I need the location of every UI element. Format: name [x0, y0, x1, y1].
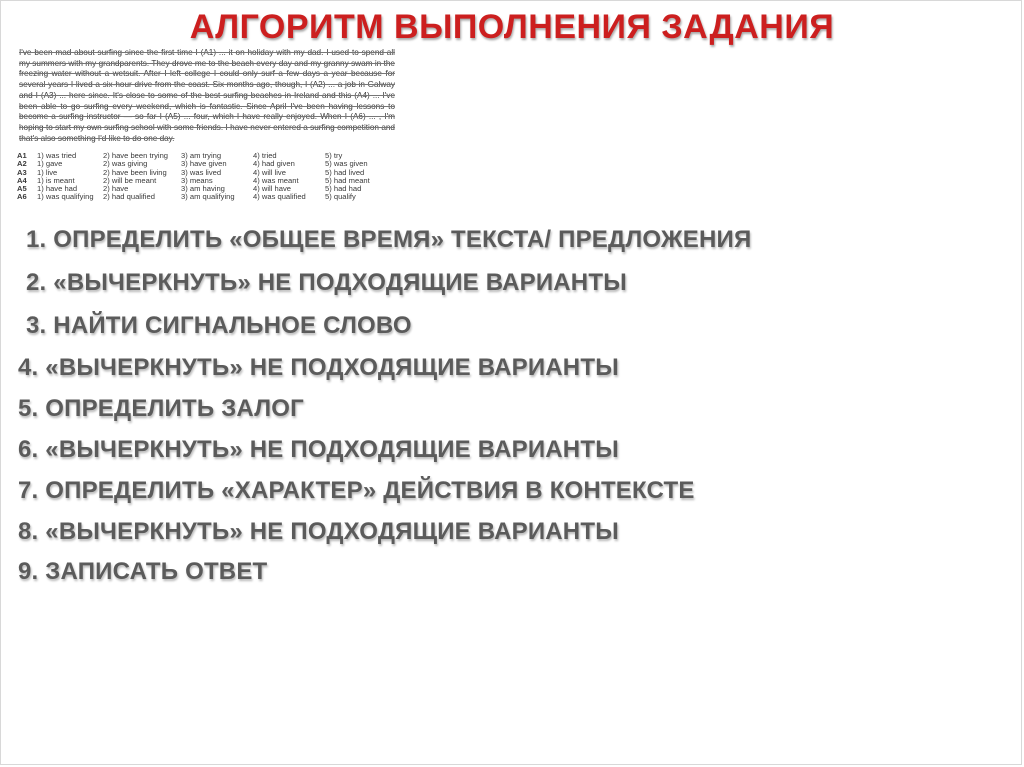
question-label: A4 — [17, 175, 27, 185]
answer-option: 5) had lived — [325, 167, 365, 177]
answer-option: 4) will live — [253, 167, 286, 177]
step-item: 1. ОПРЕДЕЛИТЬ «ОБЩЕЕ ВРЕМЯ» ТЕКСТА/ ПРЕДЛОЖЕНИЯ — [26, 226, 752, 253]
step-item: 7. ОПРЕДЕЛИТЬ «ХАРАКТЕР» ДЕЙСТВИЯ В КОНТЕКСТЕ — [18, 477, 695, 504]
answer-option: 4) had given — [253, 159, 295, 169]
answer-option: 4) was meant — [253, 175, 299, 185]
answer-option: 3) have given — [181, 159, 227, 169]
question-label: A3 — [17, 167, 27, 177]
step-item: 6. «ВЫЧЕРКНУТЬ» НЕ ПОДХОДЯЩИЕ ВАРИАНТЫ — [18, 436, 619, 463]
answer-option: 1) is meant — [37, 175, 75, 185]
step-item: 4. «ВЫЧЕРКНУТЬ» НЕ ПОДХОДЯЩИЕ ВАРИАНТЫ — [18, 354, 619, 381]
answer-option: 1) was tried — [37, 151, 77, 160]
answer-option: 3) means — [181, 175, 213, 185]
question-label: A6 — [17, 192, 27, 202]
answer-option: 5) had had — [325, 184, 362, 194]
answer-option: 3) am having — [181, 184, 225, 194]
answer-option: 2) have been trying — [103, 151, 169, 160]
answer-option: 3) am qualifying — [181, 192, 235, 202]
answer-option: 3) am trying — [181, 151, 222, 160]
answer-option: 1) was qualifying — [37, 192, 94, 202]
answer-option: 5) try — [325, 151, 343, 160]
slide-title: АЛГОРИТМ ВЫПОЛНЕНИЯ ЗАДАНИЯ — [189, 8, 835, 46]
answer-option: 1) live — [37, 167, 58, 177]
answer-option: 2) have been living — [103, 167, 167, 177]
answer-option: 2) was giving — [103, 159, 148, 169]
answer-option: 2) will be meant — [103, 175, 157, 185]
task-passage: I've been mad about surfing since the first time I (A1) ... it on holiday with my dad. I used to spend all my summers with my grandparents. They drove me to the beach every day and my granny swam in the freezing water without a wetsuit. After I left college I could only surf a few days a year because for several years I lived a six-hour drive from the coast. Six months ago, though, I (A2) ... a job in Galway and I (A3) ... here since. It's close to some of the best surfing beaches in Ireland and this (A4) ... I've been able to go surfing every weekend, which is fantastic. Since April I've been having lessons to become a surfing instructor — so far I (A5) ... four, which I have really enjoyed. When I (A6) ... , I'm hoping to start my own surfing school with some friends. I have never entered a surfing competition and that's also something I'd like to do one day. — [19, 48, 395, 143]
answer-option: 1) gave — [37, 159, 63, 169]
answer-option: 5) had meant — [325, 175, 370, 185]
step-item: 3. НАЙТИ СИГНАЛЬНОЕ СЛОВО — [26, 312, 412, 339]
step-item: 2. «ВЫЧЕРКНУТЬ» НЕ ПОДХОДЯЩИЕ ВАРИАНТЫ — [26, 269, 627, 296]
answer-option: 5) was given — [325, 159, 368, 169]
step-item: 5. ОПРЕДЕЛИТЬ ЗАЛОГ — [18, 395, 304, 422]
question-label: A2 — [17, 159, 27, 169]
answer-option: 2) had qualified — [103, 192, 155, 202]
answer-option: 2) have — [103, 184, 129, 194]
answer-option: 4) will have — [253, 184, 291, 194]
step-item: 8. «ВЫЧЕРКНУТЬ» НЕ ПОДХОДЯЩИЕ ВАРИАНТЫ — [18, 518, 619, 545]
question-label: A5 — [17, 184, 27, 194]
answer-option: 4) tried — [253, 151, 277, 160]
answer-option: 5) qualify — [325, 192, 356, 202]
answer-option: 1) have had — [37, 184, 78, 194]
answer-option: 3) was lived — [181, 167, 222, 177]
question-label: A1 — [17, 151, 27, 160]
answer-option: 4) was qualified — [253, 192, 306, 202]
step-item: 9. ЗАПИСАТЬ ОТВЕТ — [18, 558, 268, 585]
